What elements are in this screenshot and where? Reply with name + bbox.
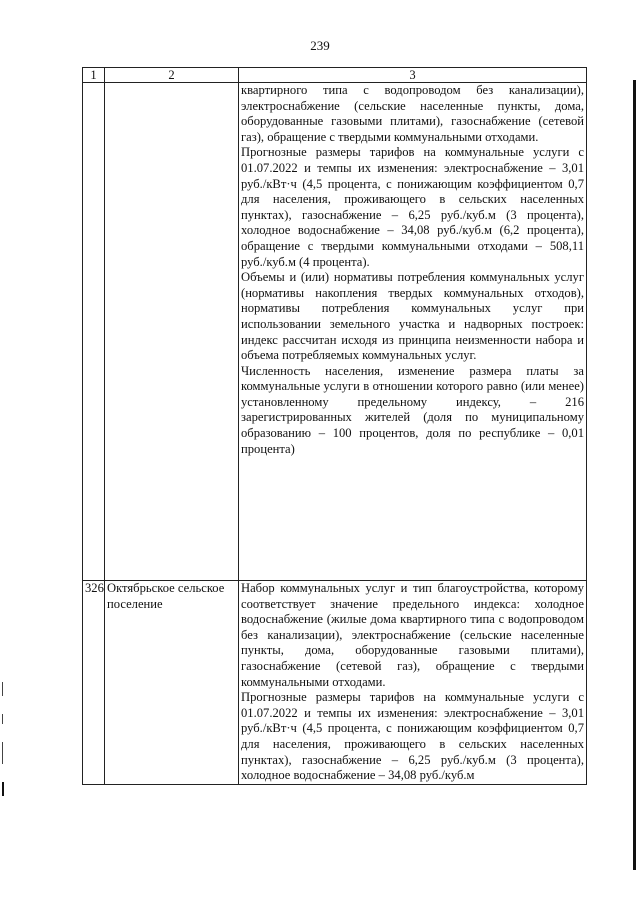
row-name-cell (105, 83, 239, 581)
table-row-continued (83, 83, 587, 581)
paragraph-population: Численность населения, изменение размера платы за коммунальные услуги в отношении которого равно (или менее) установленному предельному индексу, – 216 зарегистрированных жителей (доля по муниципальному образованию – 100 процентов, доля по республике – 0,01 процента) (241, 363, 584, 456)
table-row-326 (83, 581, 587, 785)
scan-edge-marks (2, 682, 5, 814)
header-col-2: 2 (105, 68, 239, 83)
paragraph-tariffs: Прогнозные размеры тарифов на коммунальные услуги с 01.07.2022 и темпы их изменения: электроснабжение – 3,01 руб./кВт·ч (4,5 процента, с понижающим коэффициентом 0,7 для населения, проживающего в сельских населенных пунктах), газоснабжение – 6,25 руб./куб.м (3 процента), холодное водоснабжение – 34,08 руб./куб.м (6,2 процента), обращение с твердыми коммунальными отходами – 508,11 руб./куб.м (4 процента). (241, 145, 584, 269)
paragraph-tariffs: Прогнозные размеры тарифов на коммунальные услуги с 01.07.2022 и темпы их изменения: электроснабжение – 3,01 руб./кВт·ч (4,5 процента, с понижающим коэффициентом 0,7 для населения, проживающего в сельских населенных пунктах), газоснабжение – 6,25 руб./куб.м (3 процента), холодное водоснабжение – 34,08 руб./куб.м (241, 690, 584, 783)
row-description-cell (239, 83, 587, 581)
scan-edge-bar (633, 80, 636, 870)
table-header-row (83, 68, 587, 83)
paragraph-amenities: квартирного типа с водопроводом без канализации), электроснабжение (сельские населенные пункты, дома, оборудованные газовыми плитами), газоснабжение (сетевой газ), обращение с твердыми коммунальными отходами. (241, 83, 584, 144)
row-number-cell: 326 (83, 581, 105, 785)
row-name-cell: Октябрьское сельское поселение (105, 581, 239, 785)
tariff-table (82, 67, 587, 785)
row-description-cell (239, 581, 587, 785)
row-number-cell (83, 83, 105, 581)
header-col-1: 1 (83, 68, 105, 83)
paragraph-amenities: Набор коммунальных услуг и тип благоустройства, которому соответствует значение предельного индекса: холодное водоснабжение (жилые дома квартирного типа с водопроводом без канализации), электроснабжение (сельские населенные пункты, дома, оборудованные газовыми плитами), газоснабжение (сетевой газ), обращение с твердыми коммунальными отходами. (241, 581, 584, 689)
paragraph-volumes: Объемы и (или) нормативы потребления коммунальных услуг (нормативы накопления твердых коммунальных отходов), нормативы потребления коммунальных услуг при использовании земельного участка и надворных построек: индекс рассчитан исходя из принципа неизменности набора и объема потребляемых коммунальных услуг. (241, 270, 584, 363)
page-number: 239 (310, 38, 330, 53)
header-col-3: 3 (239, 68, 587, 83)
